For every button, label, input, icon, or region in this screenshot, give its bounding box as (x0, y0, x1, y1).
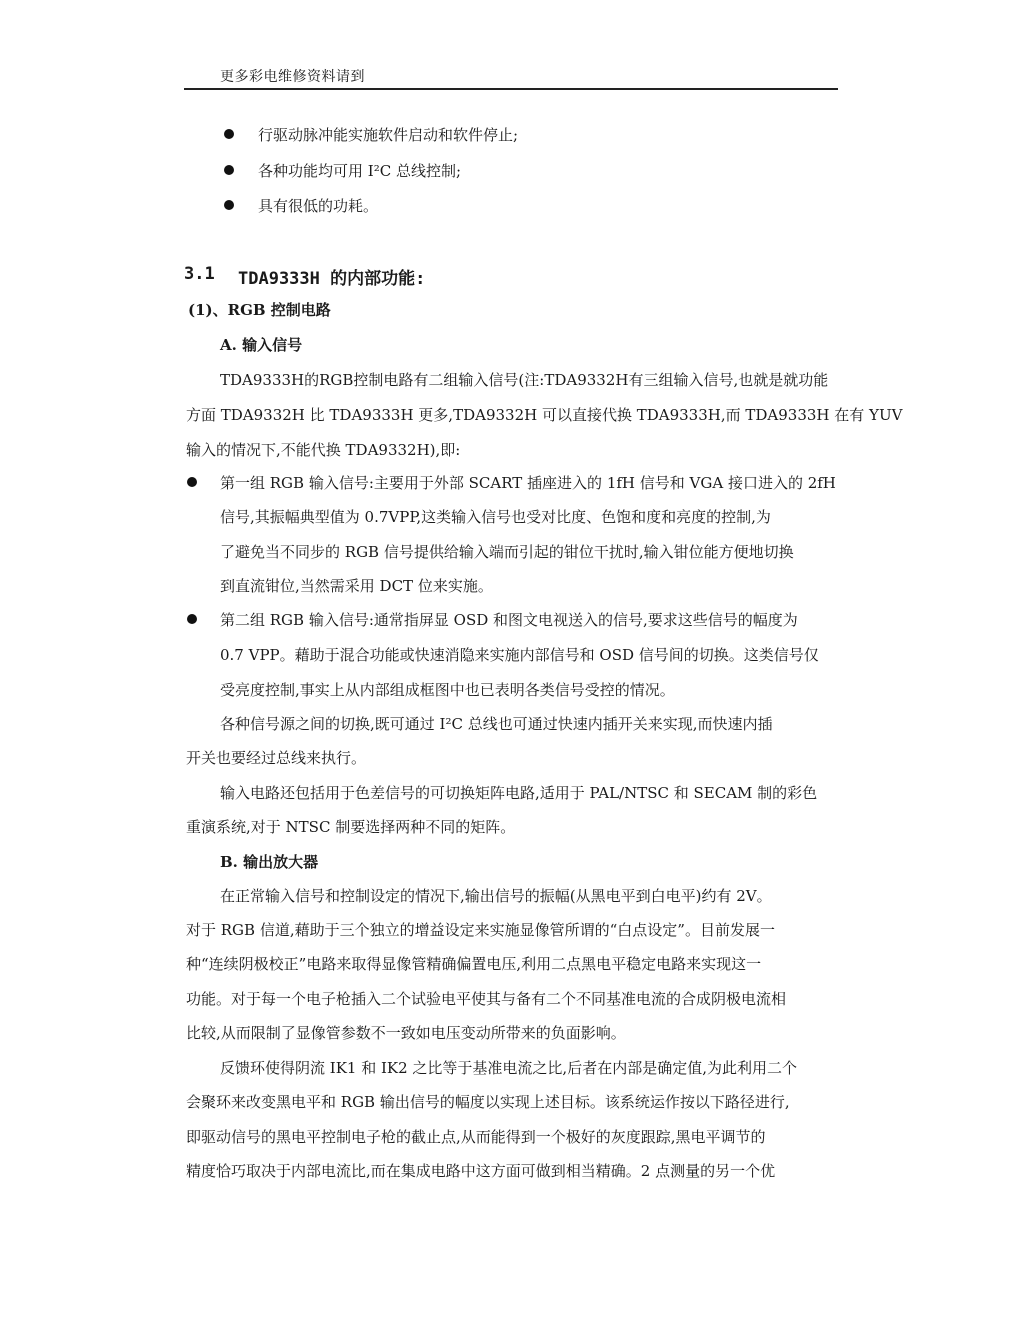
paragraph-line: 即驱动信号的黑电平控制电子枪的截止点,从而能得到一个极好的灰度跟踪,黑电平调节的 (186, 1128, 766, 1146)
paragraph-line: 在正常输入信号和控制设定的情况下,输出信号的振幅(从黑电平到白电平)约有 2V。 (220, 887, 772, 905)
paragraph-line: 各种信号源之间的切换,既可通过 I²C 总线也可通过快速内插开关来实现,而快速内插 (220, 715, 773, 733)
header-text: 更多彩电维修资料请到 (220, 69, 365, 85)
bullet-line: 第二组 RGB 输入信号:通常指屏显 OSD 和图文电视送入的信号,要求这些信号的幅度为 (220, 611, 798, 629)
paragraph-line: 开关也要经过总线来执行。 (186, 749, 367, 767)
paragraph-line: 精度恰巧取决于内部电流比,而在集成电路中这方面可做到相当精确。2 点测量的另一个优 (186, 1162, 776, 1180)
bullet-line: 到直流钳位,当然需采用 DCT 位来实施。 (220, 577, 493, 595)
paragraph-line: 比较,从而限制了显像管参数不一致如电压变动所带来的负面影响。 (186, 1024, 626, 1042)
paragraph-line: 方面 TDA9332H 比 TDA9333H 更多,TDA9332H 可以直接代换 TDA9333H,而 TDA9333H 在有 YUV (186, 406, 903, 424)
bullet-dot (224, 129, 234, 139)
section-title: TDA9333H 的内部功能: (238, 269, 426, 289)
feature-bullet: 行驱动脉冲能实施软件启动和软件停止; (258, 126, 519, 144)
bullet-dot (187, 477, 197, 487)
subsection-rgb-control: (1)、RGB 控制电路 (188, 301, 331, 319)
section-number: 3.1 (184, 264, 215, 284)
feature-bullet: 各种功能均可用 I²C 总线控制; (258, 162, 462, 180)
bullet-line: 信号,其振幅典型值为 0.7VPP,这类输入信号也受对比度、色饱和度和亮度的控制,为 (220, 508, 771, 526)
paragraph-line: 种“连续阴极校正”电路来取得显像管精确偏置电压,利用二点黑电平稳定电路来实现这一 (186, 955, 762, 973)
paragraph-line: 输入电路还包括用于色差信号的可切换矩阵电路,适用于 PAL/NTSC 和 SECAM 制的彩色 (220, 784, 818, 802)
paragraph-line: 会聚环来改变黑电平和 RGB 输出信号的幅度以实现上述目标。该系统运作按以下路径进行, (186, 1093, 790, 1111)
paragraph-line: TDA9333H的RGB控制电路有二组输入信号(注:TDA9332H有三组输入信号,也就是就功能 (220, 371, 829, 389)
feature-bullet: 具有很低的功耗。 (258, 197, 379, 215)
bullet-dot (187, 614, 197, 624)
bullet-line: 了避免当不同步的 RGB 信号提供给输入端而引起的钳位干扰时,输入钳位能方便地切换 (220, 543, 794, 561)
paragraph-line: 重演系统,对于 NTSC 制要选择两种不同的矩阵。 (186, 818, 516, 836)
paragraph-line: 反馈环使得阴流 IK1 和 IK2 之比等于基准电流之比,后者在内部是确定值,为此利用二个 (220, 1059, 797, 1077)
bullet-line: 受亮度控制,事实上从内部组成框图中也已表明各类信号受控的情况。 (220, 681, 675, 699)
bullet-line: 第一组 RGB 输入信号:主要用于外部 SCART 插座进入的 1fH 信号和 VGA 接口进入的 2fH (220, 474, 836, 492)
bullet-dot (224, 200, 234, 210)
bullet-line: 0.7 VPP。藉助于混合功能或快速消隐来实施内部信号和 OSD 信号间的切换。这类信号仅 (220, 646, 819, 664)
paragraph-line: 功能。对于每一个电子枪插入二个试验电平使其与备有二个不同基准电流的合成阴极电流相 (186, 990, 787, 1008)
paragraph-line: 对于 RGB 信道,藉助于三个独立的增益设定来实施显像管所谓的“白点设定”。目前发展一 (186, 921, 775, 939)
part-b-heading: B. 输出放大器 (220, 853, 319, 871)
page-header (184, 62, 838, 90)
part-a-heading: A. 输入信号 (220, 336, 303, 354)
paragraph-line: 输入的情况下,不能代换 TDA9332H),即: (186, 441, 461, 459)
bullet-dot (224, 165, 234, 175)
